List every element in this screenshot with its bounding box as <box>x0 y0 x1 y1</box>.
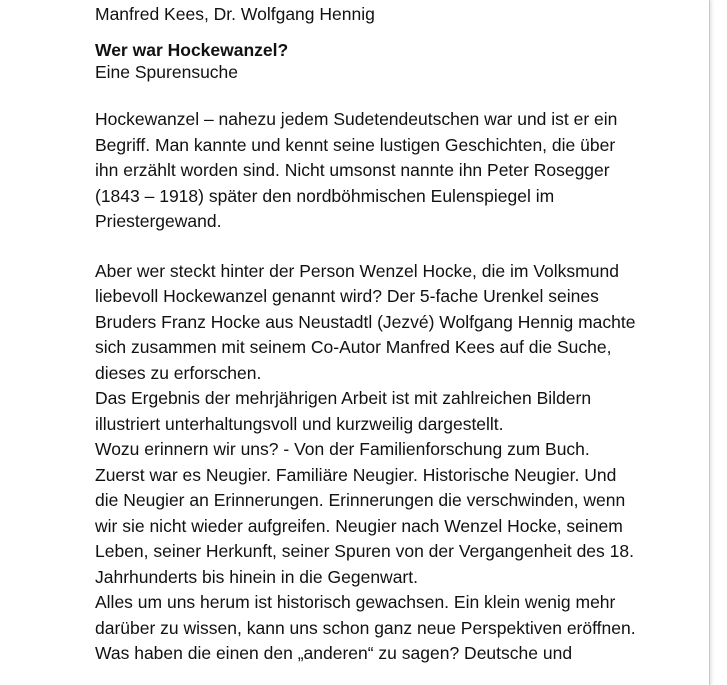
document-title: Wer war Hockewanzel? <box>95 40 289 60</box>
paragraph-spacer <box>95 235 707 259</box>
text-line: die Neugier an Erinnerungen. Erinnerungen die verschwinden, wenn <box>95 490 626 510</box>
text-line: Wozu erinnern wir uns? - Von der Familienforschung zum Buch. <box>95 439 590 459</box>
text-line: dieses zu erforschen. <box>95 362 262 383</box>
text-line: wir sie nicht wieder aufgreifen. Neugier nach Wenzel Hocke, seinem <box>95 515 623 536</box>
paragraph-spacer <box>95 83 707 107</box>
text-line: sich zusammen mit seinem Co-Autor Manfred Kees auf die Suche, <box>95 337 612 357</box>
text-line: ihn erzählt worden sind. Nicht umsonst nannte ihn Peter Rosegger <box>95 160 610 180</box>
paragraph-2 <box>95 259 707 667</box>
text-line: liebevoll Hockewanzel genannt wird? Der 5-fache Urenkel seines <box>95 286 599 306</box>
text-line: Zuerst war es Neugier. Familiäre Neugier. Historische Neugier. Und <box>95 464 617 485</box>
authors-line: Manfred Kees, Dr. Wolfgang Hennig <box>95 4 375 24</box>
text-line: Aber wer steckt hinter der Person Wenzel Hocke, die im Volksmund <box>95 260 619 281</box>
document-subtitle: Eine Spurensuche <box>95 62 239 82</box>
text-line: Priestergewand. <box>95 211 222 231</box>
text-line: Leben, seiner Herkunft, seiner Spuren von der Vergangenheit des 18. <box>95 541 634 561</box>
text-line: Alles um uns herum ist historisch gewachsen. Ein klein wenig mehr <box>95 592 616 612</box>
text-line: Bruders Franz Hocke aus Neustadtl (Jezvé) Wolfgang Hennig machte <box>95 311 636 332</box>
document-body <box>95 3 707 667</box>
text-line: Hockewanzel – nahezu jedem Sudetendeutschen war und ist er ein <box>95 109 618 129</box>
text-line: Jahrhunderts bis hinein in die Gegenwart. <box>95 566 418 587</box>
text-line: darüber zu wissen, kann uns schon ganz neue Perspektiven eröffnen. <box>95 617 636 638</box>
text-line: Das Ergebnis der mehrjährigen Arbeit ist mit zahlreichen Bildern <box>95 388 592 408</box>
text-line: Begriff. Man kannte und kennt seine lustigen Geschichten, die über <box>95 134 616 155</box>
paragraph-1 <box>95 107 707 235</box>
text-line: illustriert unterhaltungsvoll und kurzweilig dargestellt. <box>95 413 504 434</box>
text-line: (1843 – 1918) später den nordböhmischen Eulenspiegel im <box>95 185 555 206</box>
text-line: Was haben die einen den „anderen“ zu sagen? Deutsche und <box>95 643 573 663</box>
